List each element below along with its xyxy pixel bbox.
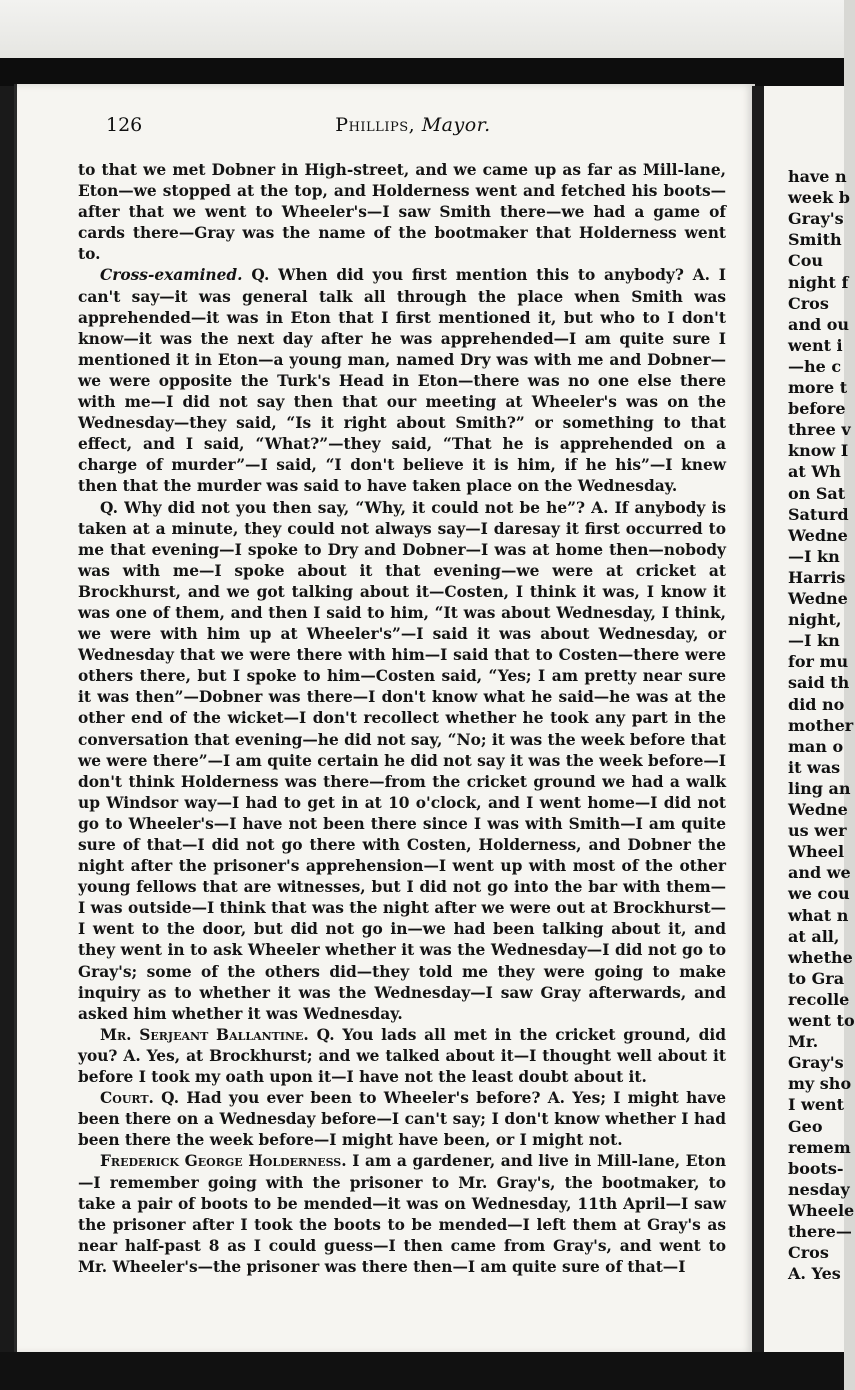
facing-page-fragment: nesday: [788, 1179, 850, 1199]
facing-page-fragment: —I kn: [788, 631, 840, 651]
scan-border-top: [0, 58, 844, 86]
paragraph-lead: Cross-examined.: [100, 266, 243, 285]
facing-page-fragment: my sho: [788, 1074, 852, 1094]
paragraph-lead: Frederick George Holderness.: [100, 1152, 347, 1171]
running-head-title: Mayor.: [421, 114, 491, 136]
facing-page-fragment: and we: [788, 863, 851, 883]
facing-page-fragment: recolle: [788, 989, 850, 1009]
paragraph-text: Q. When did you first mention this to anybody? A. I can't say—it was general talk all through the place when Smith was apprehended—it was in Eton that I first mentioned it, but who to I don't know—it was the next day after he was apprehended—I am quite sure I mentioned it in Eton—a young man, named Dry was with me and Dobner—we were opposite the Turk's Head in Eton—there was no one else there with me—I did not say then that our meeting at Wheeler's was on the Wednesday—they said, “Is it right about Smith?” or something to that effect, and I said, “What?”—they said, “That he is apprehended on a charge of murder”—I said, “I don't believe it is him, if he his”—I knew then that the murder was said to have taken place on the Wednesday.: [78, 266, 727, 496]
facing-page-edge: [764, 86, 855, 1352]
paragraph-lead: Mr. Serjeant Ballantine.: [100, 1025, 309, 1044]
facing-page-fragment: Wheele: [788, 1200, 855, 1220]
paragraph-lead: Court.: [100, 1089, 154, 1108]
paragraph-text: to that we met Dobner in High-street, and we came up as far as Mill-lane, Eton—we stopped at the top, and Holderness went and fetched his boots—after that we went to Wheeler's—I saw Smith there—we had a game of cards there—Gray was the name of the bootmaker that Holderness went to.: [78, 161, 726, 264]
facing-page-fragment: boots-: [788, 1158, 844, 1178]
facing-page-fragment: we cou: [788, 884, 850, 904]
facing-page-fragment: to Gra: [788, 968, 845, 988]
facing-page-fragment: it was: [788, 757, 841, 777]
facing-page-fragment: Geo: [788, 1116, 823, 1136]
page-number: 126: [106, 114, 143, 136]
facing-page-fragment: at Wh: [788, 462, 841, 482]
facing-page-fragment: three v: [788, 420, 851, 440]
paragraph: [78, 1151, 726, 1278]
facing-page-fragment: and ou: [788, 314, 850, 334]
facing-page-fragment: I went: [788, 1095, 845, 1115]
facing-page-fragment: Wedne: [788, 589, 848, 608]
book-gutter: [752, 86, 764, 1352]
facing-page-fragment: on Sat: [788, 483, 846, 503]
facing-page-fragment: know I: [788, 441, 849, 461]
paragraph: [78, 1088, 726, 1151]
paragraph: [78, 265, 726, 497]
facing-page-fragment: went to: [788, 1011, 855, 1030]
paragraph: [78, 160, 726, 265]
paragraph-text: Q. You lads all met in the cricket ground, did you? A. Yes, at Brockhurst; and we talked about it—I thought well about it before I took my oath upon it—I have not the least doubt about it.: [78, 1025, 726, 1087]
page-header: [106, 114, 720, 140]
facing-page-fragment: man o: [788, 736, 844, 756]
facing-page-fragment: did no: [788, 694, 845, 714]
page-body: [78, 160, 726, 1278]
running-head: [106, 114, 720, 136]
facing-page-fragment: Gray's: [788, 1053, 844, 1073]
facing-page-fragment: Cros: [788, 1243, 829, 1263]
paragraph: [78, 498, 726, 1025]
running-head-name: Phillips,: [335, 114, 416, 136]
facing-page-fragment: mother: [788, 715, 854, 735]
paragraph-text: Q. Had you ever been to Wheeler's before? A. Yes; I might have been there on a Wednesday before—I can't say; I don't know whether I had been there the week before—I might have been, or I might not.: [78, 1089, 726, 1150]
facing-page-fragment: whethe: [788, 947, 853, 967]
facing-page-fragment: there—: [788, 1222, 852, 1241]
paragraph: [78, 1025, 726, 1088]
facing-page-fragment: —he c: [788, 356, 842, 376]
facing-page-fragment: have n: [788, 167, 847, 186]
facing-page-fragment: Wheel: [788, 842, 845, 862]
facing-page-fragment: Harris: [788, 567, 846, 587]
paragraph-text: Q. Why did not you then say, “Why, it could not be he”? A. If anybody is taken at a minute, they could not always say—I daresay it first occurred to me that evening—I spoke to Dry and Dobner—I was at home then—nobody was with me—I spoke about it that evening—we were at cricket at Brockhurst, and we got talking about it—Costen, I think it was, I know it was one of them, and then I said to him, “It was about Wednesday, I think, we were with him up at Wheeler's”—I said it was about Wednesday, or Wednesday that we were there with him—I said that to Costen—there were others there, but I spoke to him—Costen said, “Yes; I am pretty near sure it was then”—Dobner was there—I don't know what he said—he was at the other end of the wicket—I don't recollect whether he took any part in the conversation that evening—he did not say, “No; it was the week before that we were there”—I am quite certain he did not say it was the week before—I don't think Holderness was there—from the cricket ground we had a walk up Windsor way—I had to get in at 10 o'clock, and I went home—I did not go to Wheeler's—I have not been there since I was with Smith—I am quite sure of that—I did not go there with Costen, Holderness, and Dobner the night after the prisoner's apprehension—I went up with most of the other young fellows that are witnesses, but I did not go into the bar with them—I was outside—I think that was the night after we were out at Brockhurst—I went to the door, but did not go in—we had been talking about it, and they went in to ask Wheeler whether it was the Wednesday—I did not go to Gray's; some of the others did—they told me they were going to make inquiry as to whether it was the Wednesday—I saw Gray afterwards, and asked him whether it was Wednesday.: [78, 498, 726, 1023]
facing-page-fragment: what n: [788, 905, 849, 925]
facing-page-fragment: Cou: [788, 251, 824, 271]
facing-page-fragment: A. Yes: [788, 1264, 841, 1284]
facing-page-fragment: Wedne: [788, 525, 848, 545]
facing-page-fragment: Mr.: [788, 1032, 819, 1052]
facing-page-fragment: Cros: [788, 293, 829, 313]
facing-page-fragment: night,: [788, 610, 842, 630]
scan-border-bottom: [0, 1352, 844, 1390]
facing-page-fragment: went i: [788, 335, 843, 355]
facing-page-fragment: Saturd: [788, 504, 849, 524]
facing-page-fragment: Gray's: [788, 209, 844, 229]
facing-page-fragment: said th: [788, 673, 850, 693]
facing-page-fragment: night f: [788, 272, 849, 292]
facing-page-fragment: —I kn: [788, 546, 840, 566]
facing-page-fragment: remem: [788, 1137, 851, 1157]
facing-page-fragment: ling an: [788, 778, 851, 798]
facing-page-fragment: at all,: [788, 926, 840, 946]
facing-page-fragment: for mu: [788, 652, 849, 672]
paragraph-text: I am a gardener, and live in Mill-lane, Eton—I remember going with the prisoner to Mr. Gray's, the bootmaker, to take a pair of boots to be mended—it was on Wednesday, 11th April—I saw the prisoner after I took the boots to be mended—I left them at Gray's as near half-past 8 as I could guess—I then came from Gray's, and went to Mr. Wheeler's—the prisoner was there then—I am quite sure of that—I: [78, 1152, 727, 1276]
facing-page-fragment: week b: [788, 188, 850, 208]
facing-page-fragment: Wedne: [788, 800, 848, 819]
facing-page-fragment: more t: [788, 378, 848, 397]
scan-margin-top: [0, 0, 844, 58]
facing-page-fragment: Smith: [788, 230, 842, 250]
facing-page-fragment: us wer: [788, 821, 847, 841]
facing-page-fragment: before: [788, 399, 846, 419]
